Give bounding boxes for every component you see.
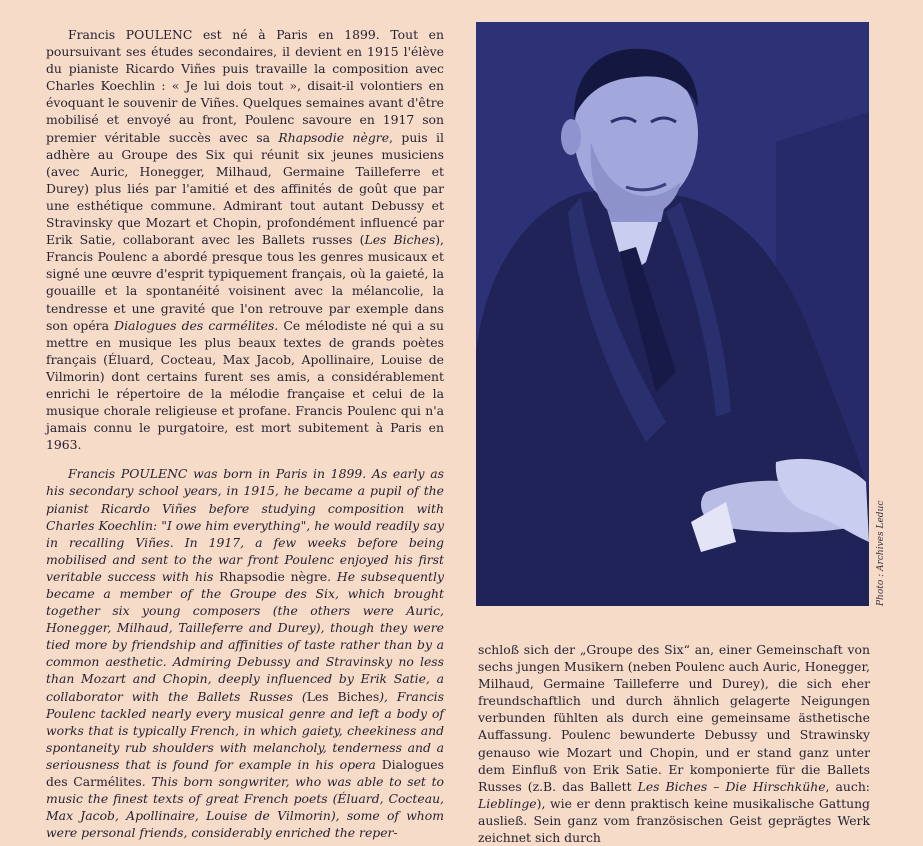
german-text-3: ), wie er denn praktisch keine musikalische Gattung ausließ. Sein ganz vom französischen Geist geprägtes Werk zeichnet sich durch <box>478 795 870 846</box>
french-title-rhapsodie: Rhapsodie nègre <box>278 129 390 145</box>
french-paragraph <box>46 26 444 453</box>
english-text-1: Francis POULENC was born in Paris in 1899. As early as his secondary school years, in 1915, he became a pupil of the pianist Ricardo Viñes before studying composition with Charles Koechlin: "I owe him everything", he would readily say in recalling Viñes. In 1917, a few weeks before being mobilised and sent to the war front Poulenc enjoyed his first veritable success with his <box>46 466 444 584</box>
english-text-4: . This born songwriter, who was able to set to music the finest texts of great French poets (Éluard, Cocteau, Max Jacob, Apollinaire, Louise de Vilmorin), some of whom were personal friends, considerably enriched the reper- <box>46 774 445 841</box>
french-title-dialogues: Dialogues des carmélites <box>114 317 275 333</box>
german-text-1: schloß sich der „Groupe des Six“ an, einer Gemeinschaft von sechs jungen Musikern (neben Poulenc auch Auric, Honegger, Milhaud, Germaine Tailleferre und Durey), die sich eher freundschaftlich und durch ähnlich gelagerte Neigungen verbunden fühlten als durch eine gemeinsame ästhetische Auffassung. Poulenc bewunderte Debussy und Strawinsky genauso wie Mozart und Chopin, und er stand ganz unter dem Einfluß von Erik Satie. Er komponierte für die Ballets Russes (z.B. das Ballett <box>478 642 870 794</box>
english-title-dialogues: Dialogues des Carmélites <box>46 756 444 790</box>
german-text-2: , auch: <box>825 778 870 794</box>
german-paragraph <box>478 641 870 846</box>
french-text-4: . Ce mélodiste né qui a su mettre en musique les plus beaux textes de grands poètes français (Éluard, Cocteau, Max Jacob, Apollinaire, Louise de Vilmorin) dont certains furent ses amis, a considérablement enrichi le répertoire de la mélodie française et celui de la musique chorale religieuse et profane. Francis Poulenc qui n'a jamais connu le purgatoire, est mort subitement à Paris en 1963. <box>46 317 444 453</box>
french-text-2: , puis il adhère au Groupe des Six qui réunit six jeunes musiciens (avec Auric, Honegger, Milhaud, Germaine Tailleferre et Durey) plus liés par l'amitié et des affinités de goût que par une esthétique commune. Admirant tout autant Debussy et Stravinsky que Mozart et Chopin, profondément influencé par Erik Satie, collaborant avec les Ballets russes ( <box>46 129 444 248</box>
composer-portrait-photo <box>476 22 869 606</box>
french-english-column <box>46 26 444 841</box>
english-paragraph <box>46 465 444 841</box>
german-column <box>478 641 870 846</box>
french-title-biches: Les Biches <box>364 232 436 248</box>
english-text-3: ), Francis Poulenc tackled nearly every musical genre and left a body of works that is typically French, in which gaiety, cheekiness and spontaneity rub shoulders with melancholy, tenderness and a seriousness that is found for example in his opera <box>46 688 444 772</box>
french-text-3: ), Francis Poulenc a abordé presque tous les genres musicaux et signé une œuvre d'esprit typiquement français, où la gaieté, la gouaille et la spontanéité voisinent avec la mélancolie, la tendresse et une gravité que l'on retrouve par exemple dans son opéra <box>46 232 444 333</box>
english-title-rhapsodie: Rhapsodie nègre <box>219 568 328 584</box>
german-title-lieblinge: Lieblinge <box>478 795 537 811</box>
photo-credit: Photo : Archives Leduc <box>876 500 886 606</box>
portrait-illustration <box>476 22 869 606</box>
english-text-2: . He subsequently became a member of the Groupe des Six, which brought together six young composers (the others were Auric, Honegger, Milhaud, Tailleferre and Durey), though they were tied more by friendship and affinities of taste rather than by a common aesthetic. Admiring Debussy and Stravinsky no less than Mozart and Chopin, deeply influenced by Erik Satie, a collaborator with the Ballets Russes ( <box>46 568 444 704</box>
english-title-biches: Les Biches <box>306 688 380 704</box>
french-text-1: Francis POULENC est né à Paris en 1899. Tout en poursuivant ses études secondaires, il devient en 1915 l'élève du pianiste Ricardo Viñes puis travaille la composition avec Charles Koechlin : « Je lui dois tout », disait-il volontiers en évoquant le souvenir de Viñes. Quelques semaines avant d'être mobilisé et envoyé au front, Poulenc savoure en 1917 son premier véritable succès avec sa <box>46 27 444 145</box>
german-title-biches: Les Biches – Die Hirschkühe <box>637 778 826 794</box>
